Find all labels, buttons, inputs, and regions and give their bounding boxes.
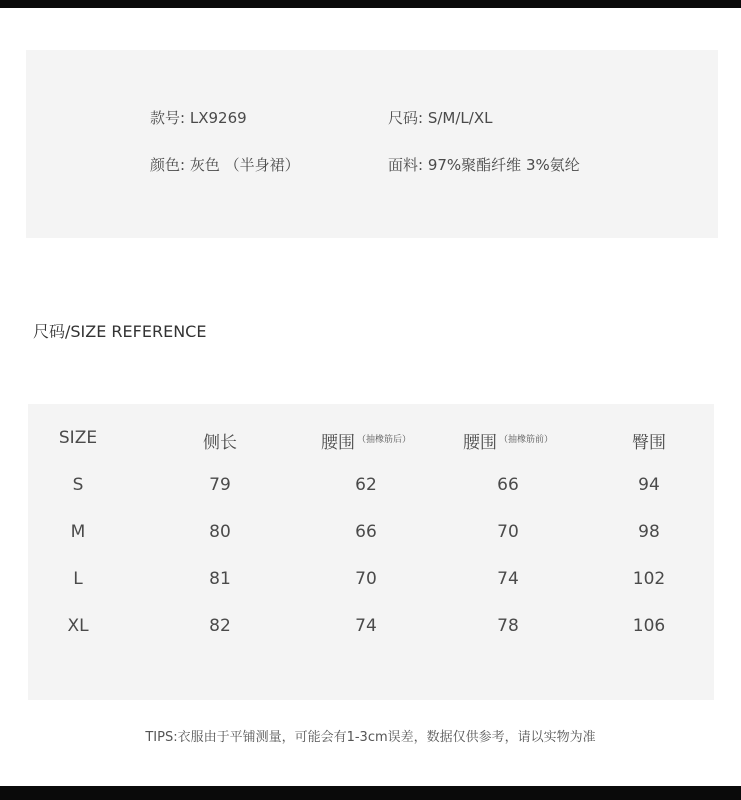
table-cell: 102 <box>632 569 666 589</box>
size-range <box>388 107 492 128</box>
table-cell: 106 <box>632 616 666 636</box>
size-range-label: 尺码: <box>388 109 424 127</box>
size-reference-title: 尺码/SIZE REFERENCE <box>33 322 207 341</box>
color-label: 颜色: <box>150 156 186 174</box>
table-cell: 70 <box>355 569 377 589</box>
header-note: （抽橡筋后） <box>356 435 411 445</box>
table-cell: S <box>72 475 84 495</box>
fabric-value: 97%聚酯纤维 3%氨纶 <box>427 156 580 174</box>
table-cell: 94 <box>638 475 660 495</box>
color-value: 灰色 （半身裙） <box>189 156 300 174</box>
table-cell: 66 <box>497 475 519 495</box>
bottom-border <box>0 786 741 800</box>
table-cell: 74 <box>497 569 519 589</box>
table-cell: XL <box>67 616 89 636</box>
table-cell: 82 <box>209 616 231 636</box>
style-number-value: LX9269 <box>189 109 247 127</box>
style-number-label: 款号: <box>150 109 186 127</box>
size-range-value: S/M/L/XL <box>427 109 493 127</box>
table-cell: 74 <box>355 616 377 636</box>
table-cell: 81 <box>209 569 231 589</box>
header-size <box>8 428 148 448</box>
product-info-panel <box>26 50 718 238</box>
table-cell: 62 <box>355 475 377 495</box>
header-text: 侧长 <box>203 433 237 453</box>
header-hip <box>579 428 719 453</box>
color-info <box>150 154 300 175</box>
header-text: 臀围 <box>632 433 666 453</box>
table-cell: 98 <box>638 522 660 542</box>
fabric-info <box>388 154 580 175</box>
header-text: SIZE <box>58 428 98 448</box>
header-text: 腰围 <box>462 433 497 453</box>
table-cell: M <box>70 522 86 542</box>
header-note: （抽橡筋前） <box>498 435 553 445</box>
style-number <box>150 107 247 128</box>
measurement-tips: TIPS:衣服由于平铺测量，可能会有1-3cm误差，数据仅供参考，请以实物为准 <box>145 730 596 745</box>
fabric-label: 面料: <box>388 156 424 174</box>
table-cell: 80 <box>209 522 231 542</box>
table-cell: L <box>73 569 83 589</box>
header-waist-relaxed <box>438 428 578 453</box>
table-cell: 79 <box>209 475 231 495</box>
header-waist-stretched <box>296 428 436 453</box>
top-border <box>0 0 741 8</box>
table-cell: 70 <box>497 522 519 542</box>
header-side-length <box>150 428 290 453</box>
size-table <box>28 404 714 700</box>
table-cell: 78 <box>497 616 519 636</box>
table-cell: 66 <box>355 522 377 542</box>
header-text: 腰围 <box>320 433 355 453</box>
